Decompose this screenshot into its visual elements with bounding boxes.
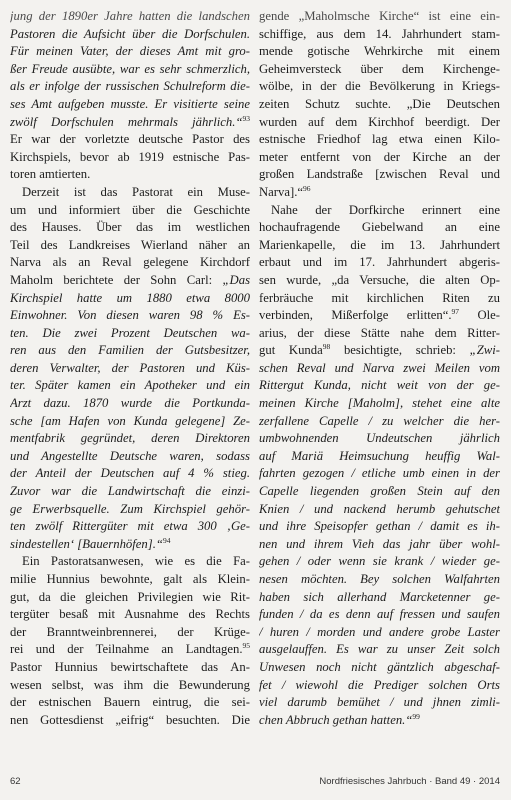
line-text: zerfallene Capelle / zu welcher die her- [259, 413, 500, 428]
text-line [259, 166, 500, 184]
line-text: Marienkapelle, die im 13. Jahrhundert [259, 237, 500, 252]
text-line [10, 606, 250, 624]
text-line [259, 272, 500, 290]
line-text: auf Mariä Heimsuchung heuffig Wal- [259, 448, 500, 463]
line-text: meinen Kirche [Maholm], stehet eine alte [259, 396, 500, 411]
line-text: Teil des Landkreises Wierland näher an [10, 237, 250, 252]
line-text: Einwohner. Von diesen waren 98 % Es- [10, 308, 250, 323]
text-line [259, 430, 500, 448]
text-line [259, 8, 500, 26]
line-text: tergüter besaß mit Ausnahme des Rechts [10, 607, 250, 622]
line-text: Maholm berichtete der Sohn Carl: [10, 272, 213, 287]
footnote-marker: 95 [242, 641, 250, 651]
line-text: ge Erwerbsquelle. Zum Kirchspiel gehör- [10, 501, 250, 516]
line-text: mentfabrik gegründet, deren Direktoren [10, 431, 250, 446]
line-text-tail: Ole- [459, 308, 500, 323]
text-line [259, 377, 500, 395]
line-text: nen und ihrem Vieh das jahr über wohl- [259, 536, 500, 551]
line-text: ferbräuche mit kirchlichen Riten zu [259, 290, 500, 305]
text-line [259, 219, 500, 237]
text-line [259, 202, 500, 220]
text-line [10, 8, 250, 26]
line-text: hochaufragende Giebelwand an eine [259, 220, 500, 235]
footnote-marker: 93 [242, 113, 250, 123]
page-number: 62 [10, 776, 21, 787]
line-text: Kirchspiel hatte um 1880 etwa 8000 [10, 290, 250, 305]
text-line [259, 518, 500, 536]
text-line [259, 360, 500, 378]
line-text: Kirchspiels, bevor ab 1919 estnische Pas- [10, 149, 250, 164]
text-line [10, 61, 250, 79]
line-text: estnische Friedhof lag etwa einen Kilo- [259, 132, 500, 147]
text-line [10, 395, 250, 413]
line-text: erbaut und im 17. Jahrhundert abgeris- [259, 255, 500, 270]
footnote-marker: 97 [451, 307, 460, 317]
text-line [10, 114, 250, 132]
line-text: ten zwölf Rittergüter mit etwa 300 ‚Ge- [10, 519, 250, 534]
text-line [259, 606, 500, 624]
line-text: ses Amt aufgeben musste. Er visitierte seine [10, 96, 250, 111]
text-line [259, 114, 500, 132]
text-line [10, 571, 250, 589]
text-line [259, 342, 500, 360]
right-column [259, 8, 500, 729]
text-line [10, 624, 250, 642]
line-text: Geheimversteck über dem Kirchenge- [259, 61, 500, 76]
line-text: schen Reval und Narva zwei Meilen vom [259, 360, 500, 375]
line-text: schiffige, aus dem 14. Jahrhundert stam- [259, 26, 500, 41]
line-text: nen Gottesdienst „eifrig“ besuchten. Die [10, 712, 250, 727]
line-text: und ihre Speisopfer gethan / damit es ih- [259, 519, 500, 534]
journal-reference: Nordfriesisches Jahrbuch · Band 49 · 2014 [319, 776, 500, 787]
text-line [259, 448, 500, 466]
line-text: großen Landstraße [zwischen Reval und [259, 167, 500, 182]
line-text: mende gotische Wehrkirche mit einem [259, 44, 500, 59]
text-line [10, 166, 250, 184]
line-text: Narva als an Reval gelegene Kirchdorf [10, 255, 250, 270]
text-line [10, 254, 250, 272]
line-text: Rittergut Kunda, nicht weit von der ge- [259, 378, 500, 393]
line-text: fet / wiewohl die Prediger solchen Orts [259, 677, 500, 692]
line-text: des Hauses. Über das im westlichen [10, 220, 250, 235]
line-text: toren amtierten. [10, 167, 91, 182]
text-line [259, 465, 500, 483]
text-line [10, 483, 250, 501]
text-line [259, 553, 500, 571]
text-line [259, 184, 500, 202]
text-line [10, 184, 250, 202]
text-line [10, 342, 250, 360]
line-text: chen Abbruch gethan hatten.“ [259, 712, 413, 727]
line-text: nesen möchten. Bey solchen Walfahrten [259, 572, 500, 586]
text-line [259, 96, 500, 114]
text-line [259, 712, 500, 730]
line-text: jung der 1890er Jahre hatten die landschen [10, 9, 250, 23]
text-line [10, 360, 250, 378]
text-line [10, 641, 250, 659]
line-text: Für meinen Vater, der dieses Amt mit gro- [10, 44, 250, 59]
footnote-marker: 94 [162, 535, 171, 545]
line-text: der Anteil der Deutschen auf 4 % stieg. [10, 466, 250, 481]
line-text: / huren / morden und andere grobe Laster [259, 624, 500, 639]
text-line [259, 395, 500, 413]
text-line [259, 624, 500, 642]
text-line [259, 149, 500, 167]
text-line [10, 677, 250, 695]
text-line [259, 325, 500, 343]
line-text: Nahe der Dorfkirche erinnert eine [271, 202, 500, 217]
text-line [10, 96, 250, 114]
line-text: gende „Maholmsche Kirche“ ist eine ein- [259, 9, 500, 23]
text-line [259, 641, 500, 659]
footnote-marker: 98 [322, 342, 331, 352]
text-line [10, 307, 250, 325]
line-text: haben sich allerhand Marcketenner ge- [259, 589, 500, 604]
line-text: wurden auf dem Kirchhof beerdigt. Der [259, 114, 500, 129]
line-text: Pastor Hunnius bewirtschaftete das An- [10, 659, 250, 674]
text-line [10, 377, 250, 395]
text-line [10, 131, 250, 149]
text-line [259, 307, 500, 325]
line-text: milie Hunnius bewohnte, galt als Klein- [10, 572, 250, 586]
text-line [259, 589, 500, 607]
text-line [10, 448, 250, 466]
line-text: sen wurde, „da Versuche, die alten Op- [259, 272, 500, 287]
line-text: funden / da es denn auf fressen und saufen [259, 607, 500, 622]
text-line [10, 536, 250, 554]
text-line [259, 483, 500, 501]
text-line [10, 202, 250, 220]
line-text: zwölf Dorfschulen mehrmals jährlich.“ [10, 114, 243, 129]
text-line [259, 694, 500, 712]
line-text: umbwohnenden Undeutschen jährlich [259, 431, 500, 446]
line-text: zeiten Schutz suchte. „Die Deutschen [259, 96, 500, 111]
line-text: Capelle liegenden großen Stein auf den [259, 484, 500, 499]
footnote-marker: 99 [412, 711, 420, 721]
line-text: um und informiert über die Geschichte [10, 202, 250, 217]
text-line [259, 413, 500, 431]
text-line [10, 465, 250, 483]
footnote-marker: 96 [303, 183, 311, 193]
line-text: Unwesen noch nicht gäntzlich abgeschaf- [259, 659, 500, 674]
text-line [259, 659, 500, 677]
line-text: ausgelauffen. Es war zu unser Zeit solch [259, 642, 500, 657]
line-text: viel darumb bemühet / und jhnen zimli- [259, 695, 500, 710]
line-text: arius, der diese Stätte nahe dem Ritter- [259, 325, 500, 340]
text-line [259, 536, 500, 554]
line-text: und Angestellte Deutsche waren, sodass [10, 448, 250, 463]
line-text: rei und der Teilnahme an Landtagen. [10, 642, 243, 657]
line-text: Zuvor war die Landwirtschaft die einzi- [10, 484, 250, 499]
text-line [10, 272, 250, 290]
text-line [259, 571, 500, 589]
text-line [10, 659, 250, 677]
text-line [259, 254, 500, 272]
line-text: gut, da die gleichen Privilegien wie Rit- [10, 589, 250, 604]
line-text: Er war der vorletzte deutsche Pastor des [10, 132, 250, 147]
line-text: Arzt dazu. 1870 wurde die Portkunda- [10, 396, 250, 411]
left-column [10, 8, 250, 729]
text-line [10, 413, 250, 431]
line-text: sche [am Hafen von Kunda gelegene] Ze- [10, 413, 250, 428]
text-line [10, 694, 250, 712]
text-line [10, 501, 250, 519]
line-text: als er infolge der russischen Schulreform die- [10, 79, 250, 94]
line-text: sindestellen‘ [Bauernhöfen].“ [10, 536, 163, 551]
line-text: gehen / oder wenn sie krank / wieder ge- [259, 554, 500, 569]
line-text: gut Kunda [259, 343, 323, 358]
text-line [10, 43, 250, 61]
text-line [10, 290, 250, 308]
line-text: meter entfernt von der Kirche an der [259, 149, 500, 164]
line-text-tail: besichtigte, schrieb: [330, 343, 470, 358]
text-line [259, 131, 500, 149]
line-text: Derzeit ist das Pastorat ein Muse- [22, 184, 250, 199]
line-text: Narva].“ [259, 184, 304, 199]
text-line [259, 61, 500, 79]
text-line [259, 26, 500, 44]
line-text: wesen selbst, was ihm die Bewunderung [10, 677, 250, 692]
text-line [10, 26, 250, 44]
line-text-tail: „Zwi- [469, 343, 500, 358]
text-line [259, 290, 500, 308]
text-line [10, 78, 250, 96]
line-text: ßer Freude ausübte, war es sehr schmerzlich, [10, 61, 250, 76]
text-line [10, 219, 250, 237]
line-text: ter. Später kamen ein Apotheker und ein [10, 378, 250, 393]
text-line [259, 43, 500, 61]
line-text: der estnischen Bauern eintrug, die sei- [10, 695, 250, 710]
line-text: wölbe, in der die Bevölkerung in Kriegs- [259, 79, 500, 94]
text-line [10, 237, 250, 255]
text-line [259, 237, 500, 255]
line-text: ten. Die zwei Prozent Deutschen wa- [10, 325, 250, 340]
text-line [10, 430, 250, 448]
line-text: fahrten gezogen / etliche umb einen in der [259, 466, 500, 481]
line-text: Ein Pastoratsanwesen, wie es die Fa- [22, 554, 250, 569]
line-text: Pastoren die Aufsicht über die Dorfschulen. [10, 26, 250, 41]
text-line [259, 78, 500, 96]
line-text: deren Verwalter, der Pastoren und Küs- [10, 360, 250, 375]
text-line [10, 712, 250, 730]
text-line [10, 149, 250, 167]
line-text: der Branntweinbrennerei, der Krüge- [10, 624, 250, 639]
text-line [259, 501, 500, 519]
text-line [259, 677, 500, 695]
line-text: Knien / und nackend herumb gehutschet [259, 501, 500, 516]
text-line [10, 325, 250, 343]
text-line [10, 553, 250, 571]
line-text-tail: „Das [212, 272, 250, 287]
text-line [10, 518, 250, 536]
line-text: verbinden, Mißerfolge erlitten“. [259, 308, 452, 323]
line-text: ren aus den Familien der Gutsbesitzer, [10, 343, 250, 358]
text-line [10, 589, 250, 607]
